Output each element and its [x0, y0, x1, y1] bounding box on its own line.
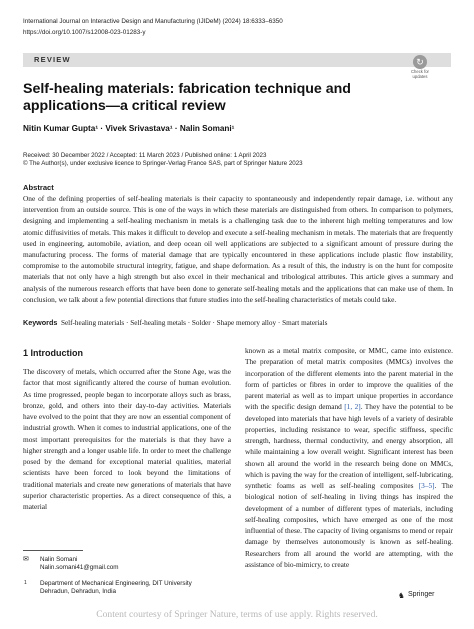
corresponding-author-name: Nalin Somani [40, 556, 78, 563]
keywords-values: Self-healing materials · Self-healing metals · Solder · Shape memory alloy · Smart materials [60, 319, 328, 327]
publisher-logo: Springer [408, 591, 435, 598]
publication-dates: Received: 30 December 2022 / Accepted: 11 March 2023 / Published online: 1 April 2023 [23, 152, 267, 159]
affiliation-marker: 1 [24, 580, 27, 586]
body-column-left: The discovery of metals, which occurred after the Stone Age, was the factor that most significantly altered the course of human evolution. As time progressed, people began to incorporate alloys such as brass, bronze, gold, and others into their day-to-day activities. Materials have evolved to the point that they are now an essential component of industrial growth. When it comes to industrial applications, one of the most important prerequisites for the materials is that they have a higher strength and a longer usable life. In order to meet the challenge posed by the demand for exceptional material qualities, material scientists have been forced to look beyond the limitations of traditional materials and create new generations of materials that have superior characteristic properties. As a direct consequence of this, a material [23, 367, 231, 511]
courtesy-watermark: Content courtesy of Springer Nature, terms of use apply. Rights reserved. [96, 609, 378, 620]
keywords-label: Keywords [23, 318, 58, 327]
section-banner [23, 53, 451, 67]
author-affiliation: Department of Mechanical Engineering, DIT University Dehradun, Dehradun, India [40, 580, 192, 596]
citation-link[interactable]: [3–5] [418, 481, 435, 490]
check-for-updates-badge[interactable] [405, 55, 435, 81]
body-text: known as a metal matrix composite, or MMC, came into existence. The preparation of metal matrix composites (MMCs) involves the incorporation of the different elements into the parent material in the form of particles or fibres in order to improve the qualities of the parent material as well as to impart unique properties in accordance with the specific design demand [245, 346, 453, 412]
body-text: . They have the potential to be developed into materials that have high levels of a variety of desirable properties, including resistance to wear, specific stiffness, specific strength, hardness, thermal conductivity, and energy absorption, all while maintaining a low overall weight. Significant interest has been shown all around the world in the research being done on MMCs, which is paving the way for the creation of intelligent, self-lubricating, synthetic foams as well as self-healing composites [245, 402, 454, 490]
author-list[interactable]: Nitin Kumar Gupta¹ · Vivek Srivastava¹ · Nalin Somani¹ [23, 124, 235, 133]
footnote-divider [23, 550, 83, 551]
journal-citation: International Journal on Interactive Design and Manufacturing (IJIDeM) (2024) 18:6333–6350 [23, 18, 283, 25]
section-label: REVIEW [34, 55, 71, 64]
keywords-line [23, 318, 453, 327]
introduction-heading: 1 Introduction [23, 348, 83, 358]
citation-link[interactable]: [1, 2] [344, 402, 361, 412]
abstract-heading: Abstract [23, 183, 54, 192]
springer-horse-icon: ♞ [398, 591, 405, 600]
article-title: Self-healing materials: fabrication technique and applications—a critical review [23, 81, 351, 114]
doi-link[interactable]: https://doi.org/10.1007/s12008-023-01283-y [23, 29, 146, 36]
body-column-right [245, 345, 453, 570]
envelope-icon: ✉ [23, 555, 29, 563]
check-for-updates-icon: ↻ [413, 55, 427, 69]
body-text: . The biological notion of self-healing in living things has inspired the development of a number of different types of materials, including self-healing composites, which have emerged as one of the most influential of these. The capacity of living organisms to mend or repair damage by themselves autonomously is known as self-healing. Researchers from all around the world are attempting, with the assistance of bio-mimicry, to create [245, 481, 453, 569]
copyright-notice: © The Author(s), under exclusive licence to Springer-Verlag France SAS, part of Springer Nature 2023 [23, 160, 303, 167]
abstract-text: One of the defining properties of self-healing materials is their capacity to spontaneously and independently repair damage, i.e. without any intervention from an outside source. This is one of the ways in which these materials are distinguished from others. In comparison to polymers, designing and implementing a self-healing mechanism in metals is a challenging task due to the inherent high melting temperatures and low atomic diffusivities of metals. This makes it difficult to develop and execute a self-healing mechanism in metals. The materials that are frequently used in engineering, automobile, aviation, and deep ocean oil well applications are subjected to a significant amount of pressure during the manufacturing process. The forms of material damage that are typically encountered in these applications include plastic flow instability, compromise to the automobile structural integrity, fatigue, and shape deformation. As a result of this, the industry is on the hunt for composite materials that not only have a high strength but also excel in their mechanical and tribological attributes. This article gives a summary and analysis of the numerous research efforts that have been done to generate self-healing metals and the applications that can make use of them. In conclusion, we talk about a few potential directions that future studies into the self-healing characteristics of metals could take. [23, 194, 453, 304]
corresponding-author-email[interactable]: Nalin.somani41@gmail.com [40, 564, 119, 571]
check-for-updates-label: Check for updates [411, 69, 429, 79]
